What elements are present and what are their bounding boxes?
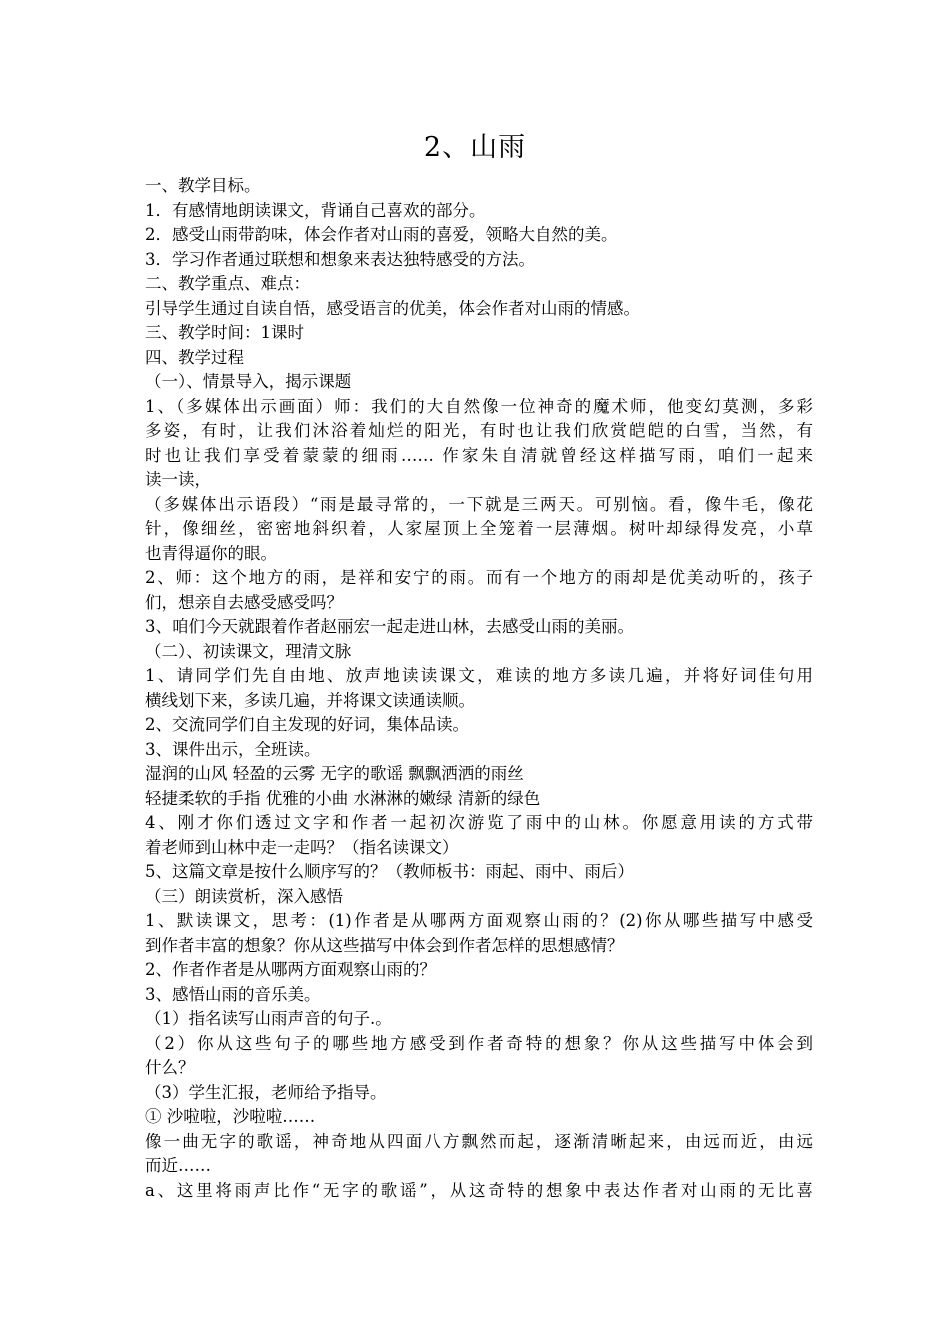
text-line: 5、这篇文章是按什么顺序写的？（教师板书：雨起、雨中、雨后） [145, 862, 634, 881]
lesson-title: 2、山雨 [423, 132, 527, 163]
text-line: 二、教学重点、难点： [145, 274, 310, 293]
text-line: 1、请同学们先自由地、放声地读读课文，难读的地方多读几遍，并将好词佳句用 [145, 666, 813, 685]
text-line: 2．感受山雨带韵味，体会作者对山雨的喜爱，领略大自然的美。 [145, 225, 618, 244]
text-line: 着老师到山林中走一走吗？（指名读课文） [145, 837, 459, 857]
text-line: （1）指名读写山雨声音的句子.。 [145, 1009, 392, 1028]
text-line: ① 沙啦啦，沙啦啦…… [145, 1107, 316, 1126]
text-line: 3、感悟山雨的音乐美。 [145, 984, 321, 1004]
text-line: 到作者丰富的想象？你从这些描写中体会到作者怎样的思想感情？ [145, 935, 624, 955]
text-line: 湿润的山风 轻盈的云雾 无字的歌谣 飘飘洒洒的雨丝 [145, 764, 524, 783]
text-line: 1、默读课文，思考：(1)作者是从哪两方面观察山雨的？(2)你从哪些描写中感受 [145, 911, 813, 930]
text-line: 而近…… [145, 1156, 211, 1175]
text-line: （三）朗读赏析，深入感悟 [145, 886, 343, 906]
text-line: 1、（多媒体出示画面）师：我们的大自然像一位神奇的魔术师，他变幻莫测，多彩 [145, 396, 813, 416]
text-line: （2）你从这些句子的哪些地方感受到作者奇特的想象？你从这些描写中体会到 [145, 1033, 813, 1053]
text-line: 四、教学过程 [145, 347, 244, 367]
text-line: 3．学习作者通过联想和想象来表达独特感受的方法。 [145, 249, 535, 269]
text-line: 3、课件出示，全班读。 [145, 739, 321, 759]
text-line: 什么？ [145, 1058, 195, 1077]
text-line: （一）、情景导入，揭示课题 [145, 372, 352, 391]
text-line: 横线划下来，多读几遍，并将课文读通读顺。 [145, 690, 475, 710]
text-line: 2、师：这个地方的雨，是祥和安宁的雨。而有一个地方的雨却是优美动听的，孩子 [145, 568, 813, 587]
text-line: 三、教学时间：1课时 [145, 323, 304, 342]
text-line: 1．有感情地朗读课文，背诵自己喜欢的部分。 [145, 200, 486, 220]
lesson-body [145, 174, 813, 1203]
text-line: 像一曲无字的歌谣，神奇地从四面八方飘然而起，逐渐清晰起来，由远而近，由远 [145, 1131, 813, 1151]
text-line: 读一读， [145, 470, 211, 489]
text-line: 轻捷柔软的手指 优雅的小曲 水淋淋的嫩绿 清新的绿色 [145, 788, 541, 808]
text-line: （二）、初读课文，理清文脉 [145, 641, 352, 661]
text-line: 引导学生通过自读自悟，感受语言的优美，体会作者对山雨的情感。 [145, 298, 640, 318]
text-line: 一、教学目标。 [145, 176, 261, 195]
text-line: （多媒体出示语段）“雨是最寻常的，一下就是三两天。可别恼。看，像牛毛，像花 [145, 494, 813, 514]
text-line: 3、咱们今天就跟着作者赵丽宏一起走进山林，去感受山雨的美丽。 [145, 617, 634, 636]
text-line: 时也让我们享受着蒙蒙的细雨…… 作家朱自清就曾经这样描写雨，咱们一起来 [145, 445, 813, 465]
text-line: 也青得逼你的眼。 [145, 543, 277, 563]
text-line: （3）学生汇报，老师给予指导。 [145, 1082, 387, 1102]
text-line: 们，想亲自去感受感受吗？ [145, 592, 343, 612]
text-line: 2、交流同学们自主发现的好词，集体品读。 [145, 715, 469, 734]
text-line: 针，像细丝，密密地斜织着，人家屋顶上全笼着一层薄烟。树叶却绿得发亮，小草 [145, 519, 813, 538]
text-line: 4、刚才你们透过文字和作者一起初次游览了雨中的山林。你愿意用读的方式带 [145, 813, 813, 832]
text-line: a、这里将雨声比作“无字的歌谣”，从这奇特的想象中表达作者对山雨的无比喜 [145, 1180, 813, 1200]
text-line: 2、作者作者是从哪两方面观察山雨的？ [145, 960, 436, 979]
text-line: 多姿，有时，让我们沐浴着灿烂的阳光，有时也让我们欣赏皑皑的白雪，当然，有 [145, 421, 813, 440]
